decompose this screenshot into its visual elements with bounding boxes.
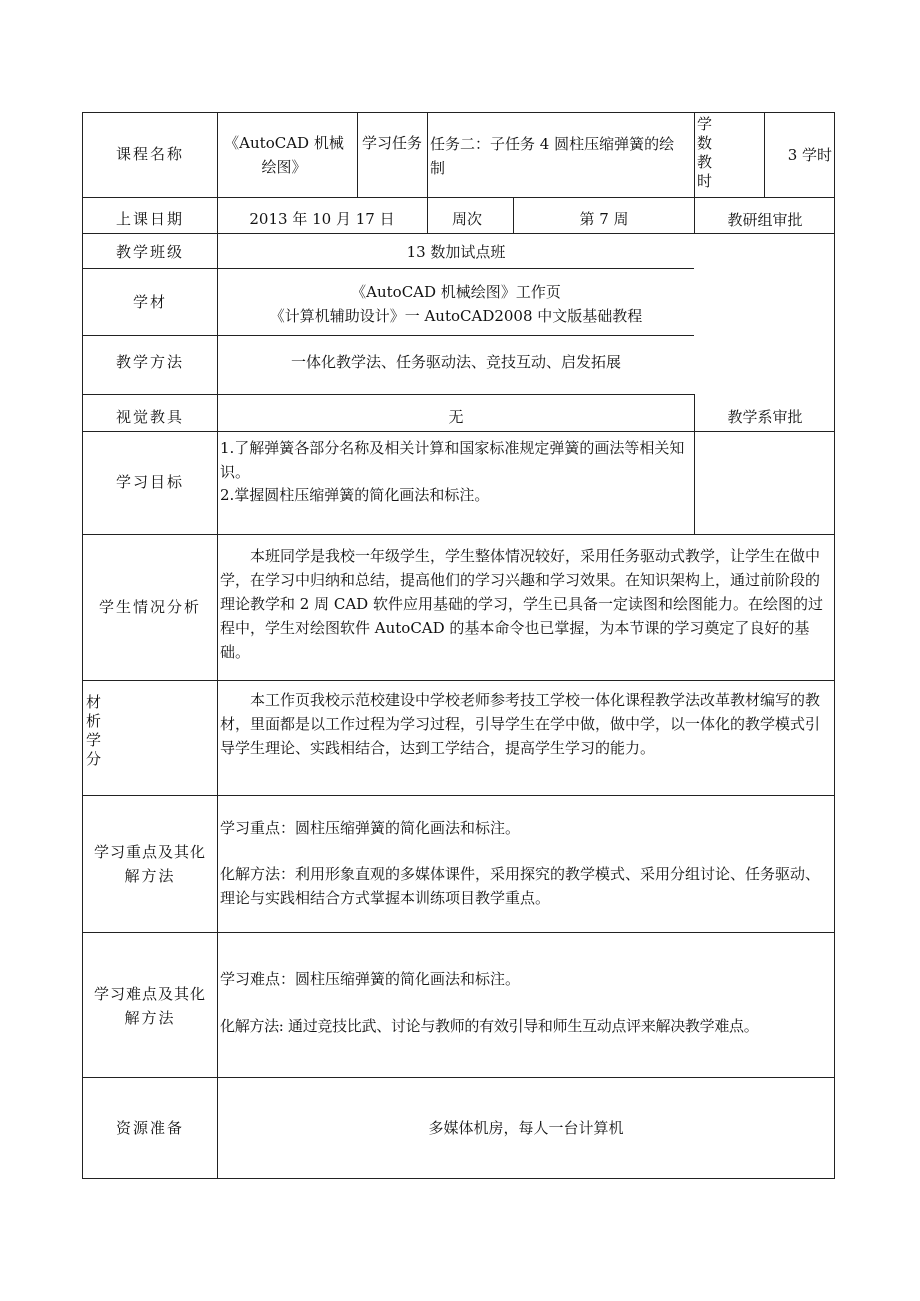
goals-label: 学习目标: [115, 473, 184, 491]
table-rule: [357, 112, 358, 198]
difficult-point-text: 学习难点：圆柱压缩弹簧的简化画法和标注。: [220, 970, 521, 988]
table-border-top: [82, 112, 834, 113]
material-line-1: 《AutoCAD 机械绘图》工作页: [351, 283, 561, 301]
class-value: 13 数加试点班: [406, 243, 506, 261]
key-points-label-line-1: 学习重点及其化: [93, 843, 206, 861]
table-rule: [82, 1077, 834, 1078]
table-rule: [694, 394, 695, 535]
method-label: 教学方法: [115, 353, 184, 371]
key-points-label-line-2: 解方法: [124, 867, 176, 885]
table-rule: [694, 112, 695, 198]
table-rule: [427, 112, 428, 198]
table-border-bottom: [82, 1178, 834, 1179]
hours-value: 3 学时: [787, 146, 832, 164]
table-rule: [427, 197, 428, 234]
table-rule: [694, 197, 695, 234]
table-rule: [82, 680, 834, 681]
visual-aid-value: 无: [448, 408, 464, 426]
key-point-text: 学习重点：圆柱压缩弹簧的简化画法和标注。: [220, 819, 521, 837]
resource-value: 多媒体机房，每人一台计算机: [428, 1119, 624, 1137]
table-rule: [82, 795, 834, 796]
method-value: 一体化教学法、任务驱动法、竞技互动、启发拓展: [290, 353, 621, 371]
task-value: 任务二：子任务 4 圆柱压缩弹簧的绘制: [430, 135, 675, 177]
table-rule: [82, 197, 834, 198]
date-label: 上课日期: [115, 210, 184, 228]
table-rule: [82, 233, 834, 234]
table-border-right: [834, 112, 835, 1179]
material-line-2: 《计算机辅助设计》一 AutoCAD2008 中文版基础教程: [269, 307, 643, 325]
student-analysis-text: 本班同学是我校一年级学生，学生整体情况较好，采用任务驱动式教学，让学生在做中学，在学习中归纳和总结，提高他们的学习兴趣和学习效果。在知识架构上，通过前阶段的理论教学和 2 周 CAD 软件应用基础的学习，学生已具备一定读图和绘图能力。在绘图的过程中，学生对绘图软件 AutoCAD 的基本命令也已掌握，为本节课的学习奠定了良好的基础。: [220, 547, 823, 661]
key-solution-text: 化解方法：利用形象直观的多媒体课件，采用探究的教学模式、采用分组讨论、任务驱动、理论与实践相结合方式掌握本训练项目教学重点。: [220, 865, 821, 907]
table-rule: [82, 394, 694, 395]
course-name-value: 《AutoCAD 机械绘图》: [224, 134, 344, 176]
textbook-analysis-label: 材析学分: [86, 693, 102, 768]
department-review-label: 教学系审批: [727, 408, 803, 426]
course-name-label: 课程名称: [115, 145, 184, 163]
resource-label: 资源准备: [115, 1119, 184, 1137]
goal-item-2: 2.掌握圆柱压缩弹簧的简化画法和标注。: [220, 486, 490, 504]
table-rule: [82, 268, 694, 269]
table-rule: [82, 335, 694, 336]
class-label: 教学班级: [115, 243, 184, 261]
week-label: 周次: [452, 210, 483, 228]
difficult-solution-text: 化解方法: 通过竞技比武、讨论与教师的有效引导和师生互动点评来解决教学难点。: [220, 1017, 759, 1035]
textbook-analysis-text: 本工作页我校示范校建设中学校老师参考技工学校一体化课程教学法改革教材编写的教材，里面都是以工作过程为学习过程，引导学生在学中做，做中学，以一体化的教学模式引导学生理论、实践相结合，达到工学结合，提高学生学习的能力。: [220, 691, 821, 757]
table-rule: [82, 932, 834, 933]
hours-label: 学数教时: [697, 115, 713, 190]
table-rule: [82, 534, 834, 535]
student-analysis-label: 学生情况分析: [98, 598, 201, 616]
date-value: 2013 年 10 月 17 日: [249, 210, 395, 228]
visual-aid-label: 视觉教具: [115, 408, 184, 426]
table-border-left: [82, 112, 83, 1179]
research-group-review-label: 教研组审批: [727, 211, 803, 229]
difficult-points-label-line-1: 学习难点及其化: [93, 985, 206, 1003]
material-label: 学材: [132, 293, 167, 311]
goal-item-1: 1.了解弹簧各部分名称及相关计算和国家标准规定弹簧的画法等相关知识。: [220, 439, 685, 481]
table-rule: [217, 112, 218, 1179]
difficult-points-label-line-2: 解方法: [124, 1009, 176, 1027]
task-label: 学习任务: [362, 134, 423, 152]
table-rule: [764, 112, 765, 198]
table-rule: [82, 431, 834, 432]
week-value: 第 7 周: [579, 210, 629, 228]
